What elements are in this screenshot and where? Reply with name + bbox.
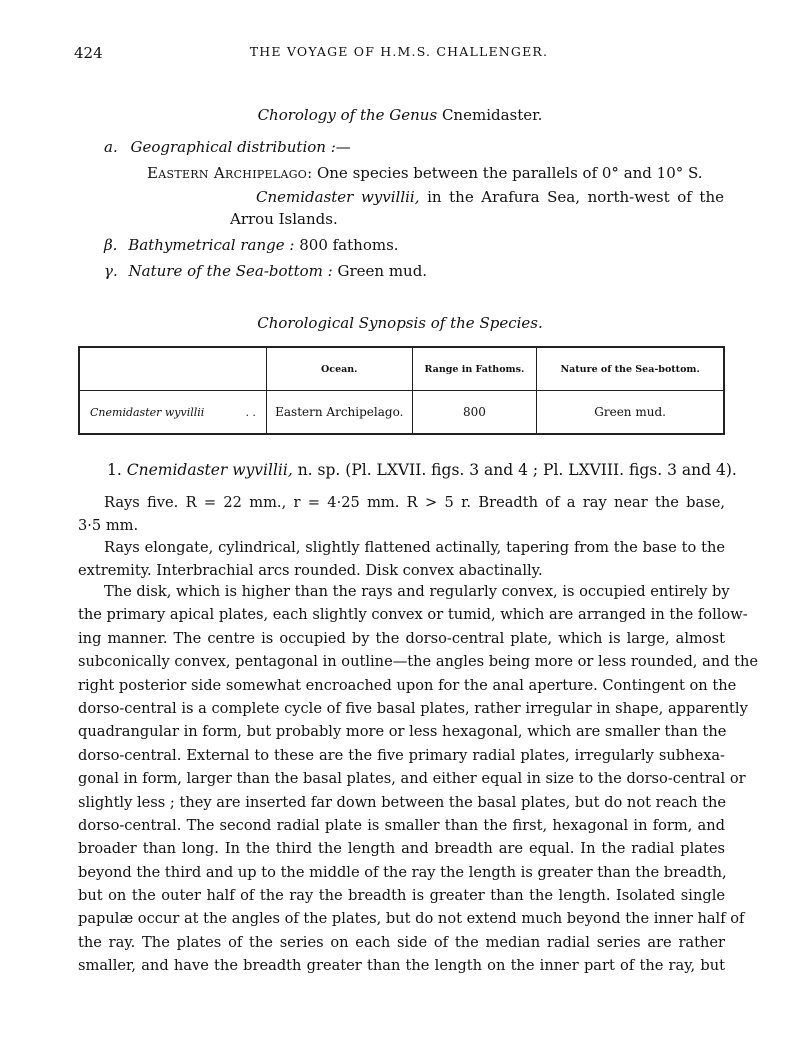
text-line: quadrangular in form, but probably more or less hexagonal, which are smaller than the bbox=[78, 723, 727, 741]
item-g-value: Green mud. bbox=[337, 262, 428, 280]
page-number: 424 bbox=[74, 44, 103, 62]
text-line: Rays elongate, cylindrical, slightly flattened actinally, tapering from the base to the bbox=[104, 539, 725, 556]
column-header-bottom: Nature of the Sea-bottom. bbox=[537, 347, 724, 391]
item-b-label: Bathymetrical range : bbox=[128, 236, 295, 254]
column-header-ocean: Ocean. bbox=[266, 347, 412, 391]
species-number: 1. bbox=[107, 461, 122, 479]
item-a-label: Geographical distribution :— bbox=[130, 138, 351, 156]
species-heading-name: Cnemidaster wyvillii, bbox=[126, 461, 293, 479]
text-line: The disk, which is higher than the rays and regularly convex, is occupied entirely by bbox=[104, 583, 730, 600]
page-header bbox=[74, 44, 724, 66]
column-header-species bbox=[79, 347, 266, 391]
cell-species-name: Cnemidaster wyvillii bbox=[90, 405, 205, 419]
text-line: the ray. The plates of the series on each side of the median radial series are rather bbox=[78, 933, 725, 951]
text-line: broader than long. In the third the length and breadth are equal. In the radial plates bbox=[78, 840, 725, 858]
chorology-heading-genus: Cnemidaster. bbox=[441, 106, 543, 124]
species-name-italic: Cnemidaster wyvillii, bbox=[256, 188, 420, 206]
text-line: subconically convex, pentagonal in outline—the angles being more or less rounded, and the bbox=[78, 653, 759, 671]
item-a-marker: a. bbox=[104, 138, 118, 156]
text-line: dorso-central. The second radial plate is smaller than the first, hexagonal in form, and bbox=[78, 816, 725, 834]
species-location-line bbox=[256, 186, 724, 209]
item-a bbox=[104, 136, 351, 159]
text-line: gonal in form, larger than the basal plates, and either equal in size to the dorso-central or bbox=[78, 770, 746, 788]
table-header-row bbox=[79, 347, 724, 391]
synopsis-title: Chorological Synopsis of the Species. bbox=[257, 314, 543, 332]
text-line: ing manner. The centre is occupied by the dorso-central plate, which is large, almost bbox=[78, 629, 725, 647]
item-g-marker: γ. bbox=[104, 262, 118, 280]
species-location-line-2: Arrou Islands. bbox=[230, 210, 338, 228]
item-b bbox=[104, 234, 399, 257]
text-line: right posterior side somewhat encroached upon for the anal aperture. Contingent on the bbox=[78, 676, 737, 694]
text-line: papulæ occur at the angles of the plates, but do not extend much beyond the inner half of bbox=[78, 910, 745, 928]
cell-species bbox=[79, 391, 266, 435]
cell-species-dots: . . bbox=[245, 405, 256, 419]
text-line: smaller, and have the breadth greater than the length on the inner part of the ray, but bbox=[78, 957, 725, 975]
region-name: Eastern Archipelago bbox=[147, 164, 308, 182]
item-b-marker: β. bbox=[104, 236, 118, 254]
paragraph-2 bbox=[78, 536, 725, 583]
column-header-range: Range in Fathoms. bbox=[412, 347, 537, 391]
chorology-heading bbox=[0, 106, 800, 124]
species-heading-rest: n. sp. (Pl. LXVII. figs. 3 and 4 ; Pl. LXVIII. figs. 3 and 4). bbox=[297, 461, 737, 479]
cell-ocean: Eastern Archipelago. bbox=[266, 391, 412, 435]
cell-bottom: Green mud. bbox=[537, 391, 724, 435]
text-line: dorso-central. External to these are the five primary radial plates, irregularly subhexa- bbox=[78, 746, 725, 764]
cell-range: 800 bbox=[412, 391, 537, 435]
text-line: but on the outer half of the ray the breadth is greater than the length. Isolated single bbox=[78, 887, 725, 905]
item-b-value: 800 fathoms. bbox=[299, 236, 399, 254]
region-line bbox=[147, 162, 703, 185]
text-line: Rays five. R = 22 mm., r = 4·25 mm. R > 5 r. Breadth of a ray near the base, bbox=[104, 494, 725, 511]
running-head: THE VOYAGE OF H.M.S. CHALLENGER. bbox=[249, 44, 549, 59]
item-g-label: Nature of the Sea-bottom : bbox=[128, 262, 333, 280]
item-g bbox=[104, 260, 427, 283]
paragraph-1 bbox=[78, 491, 725, 538]
species-heading bbox=[107, 461, 737, 479]
text-line: beyond the third and up to the middle of the ray the length is greater than the breadth, bbox=[78, 863, 727, 881]
text-line: 3·5 mm. bbox=[78, 517, 139, 535]
text-line: the primary apical plates, each slightly convex or tumid, which are arranged in the follow- bbox=[78, 606, 748, 624]
species-location-1: in the Arafura Sea, north-west of the bbox=[427, 188, 724, 206]
paragraph-3 bbox=[78, 580, 759, 978]
text-line: dorso-central is a complete cycle of five basal plates, rather irregular in shape, apparently bbox=[78, 699, 748, 717]
synopsis-table bbox=[78, 346, 725, 435]
text-line: extremity. Interbrachial arcs rounded. Disk convex abactinally. bbox=[78, 562, 543, 580]
table-row bbox=[79, 391, 724, 435]
text-line: slightly less ; they are inserted far down between the basal plates, but do not reach the bbox=[78, 793, 727, 811]
region-text: : One species between the parallels of 0° and 10° S. bbox=[307, 164, 703, 182]
chorology-heading-italic: Chorology of the Genus bbox=[257, 106, 438, 124]
